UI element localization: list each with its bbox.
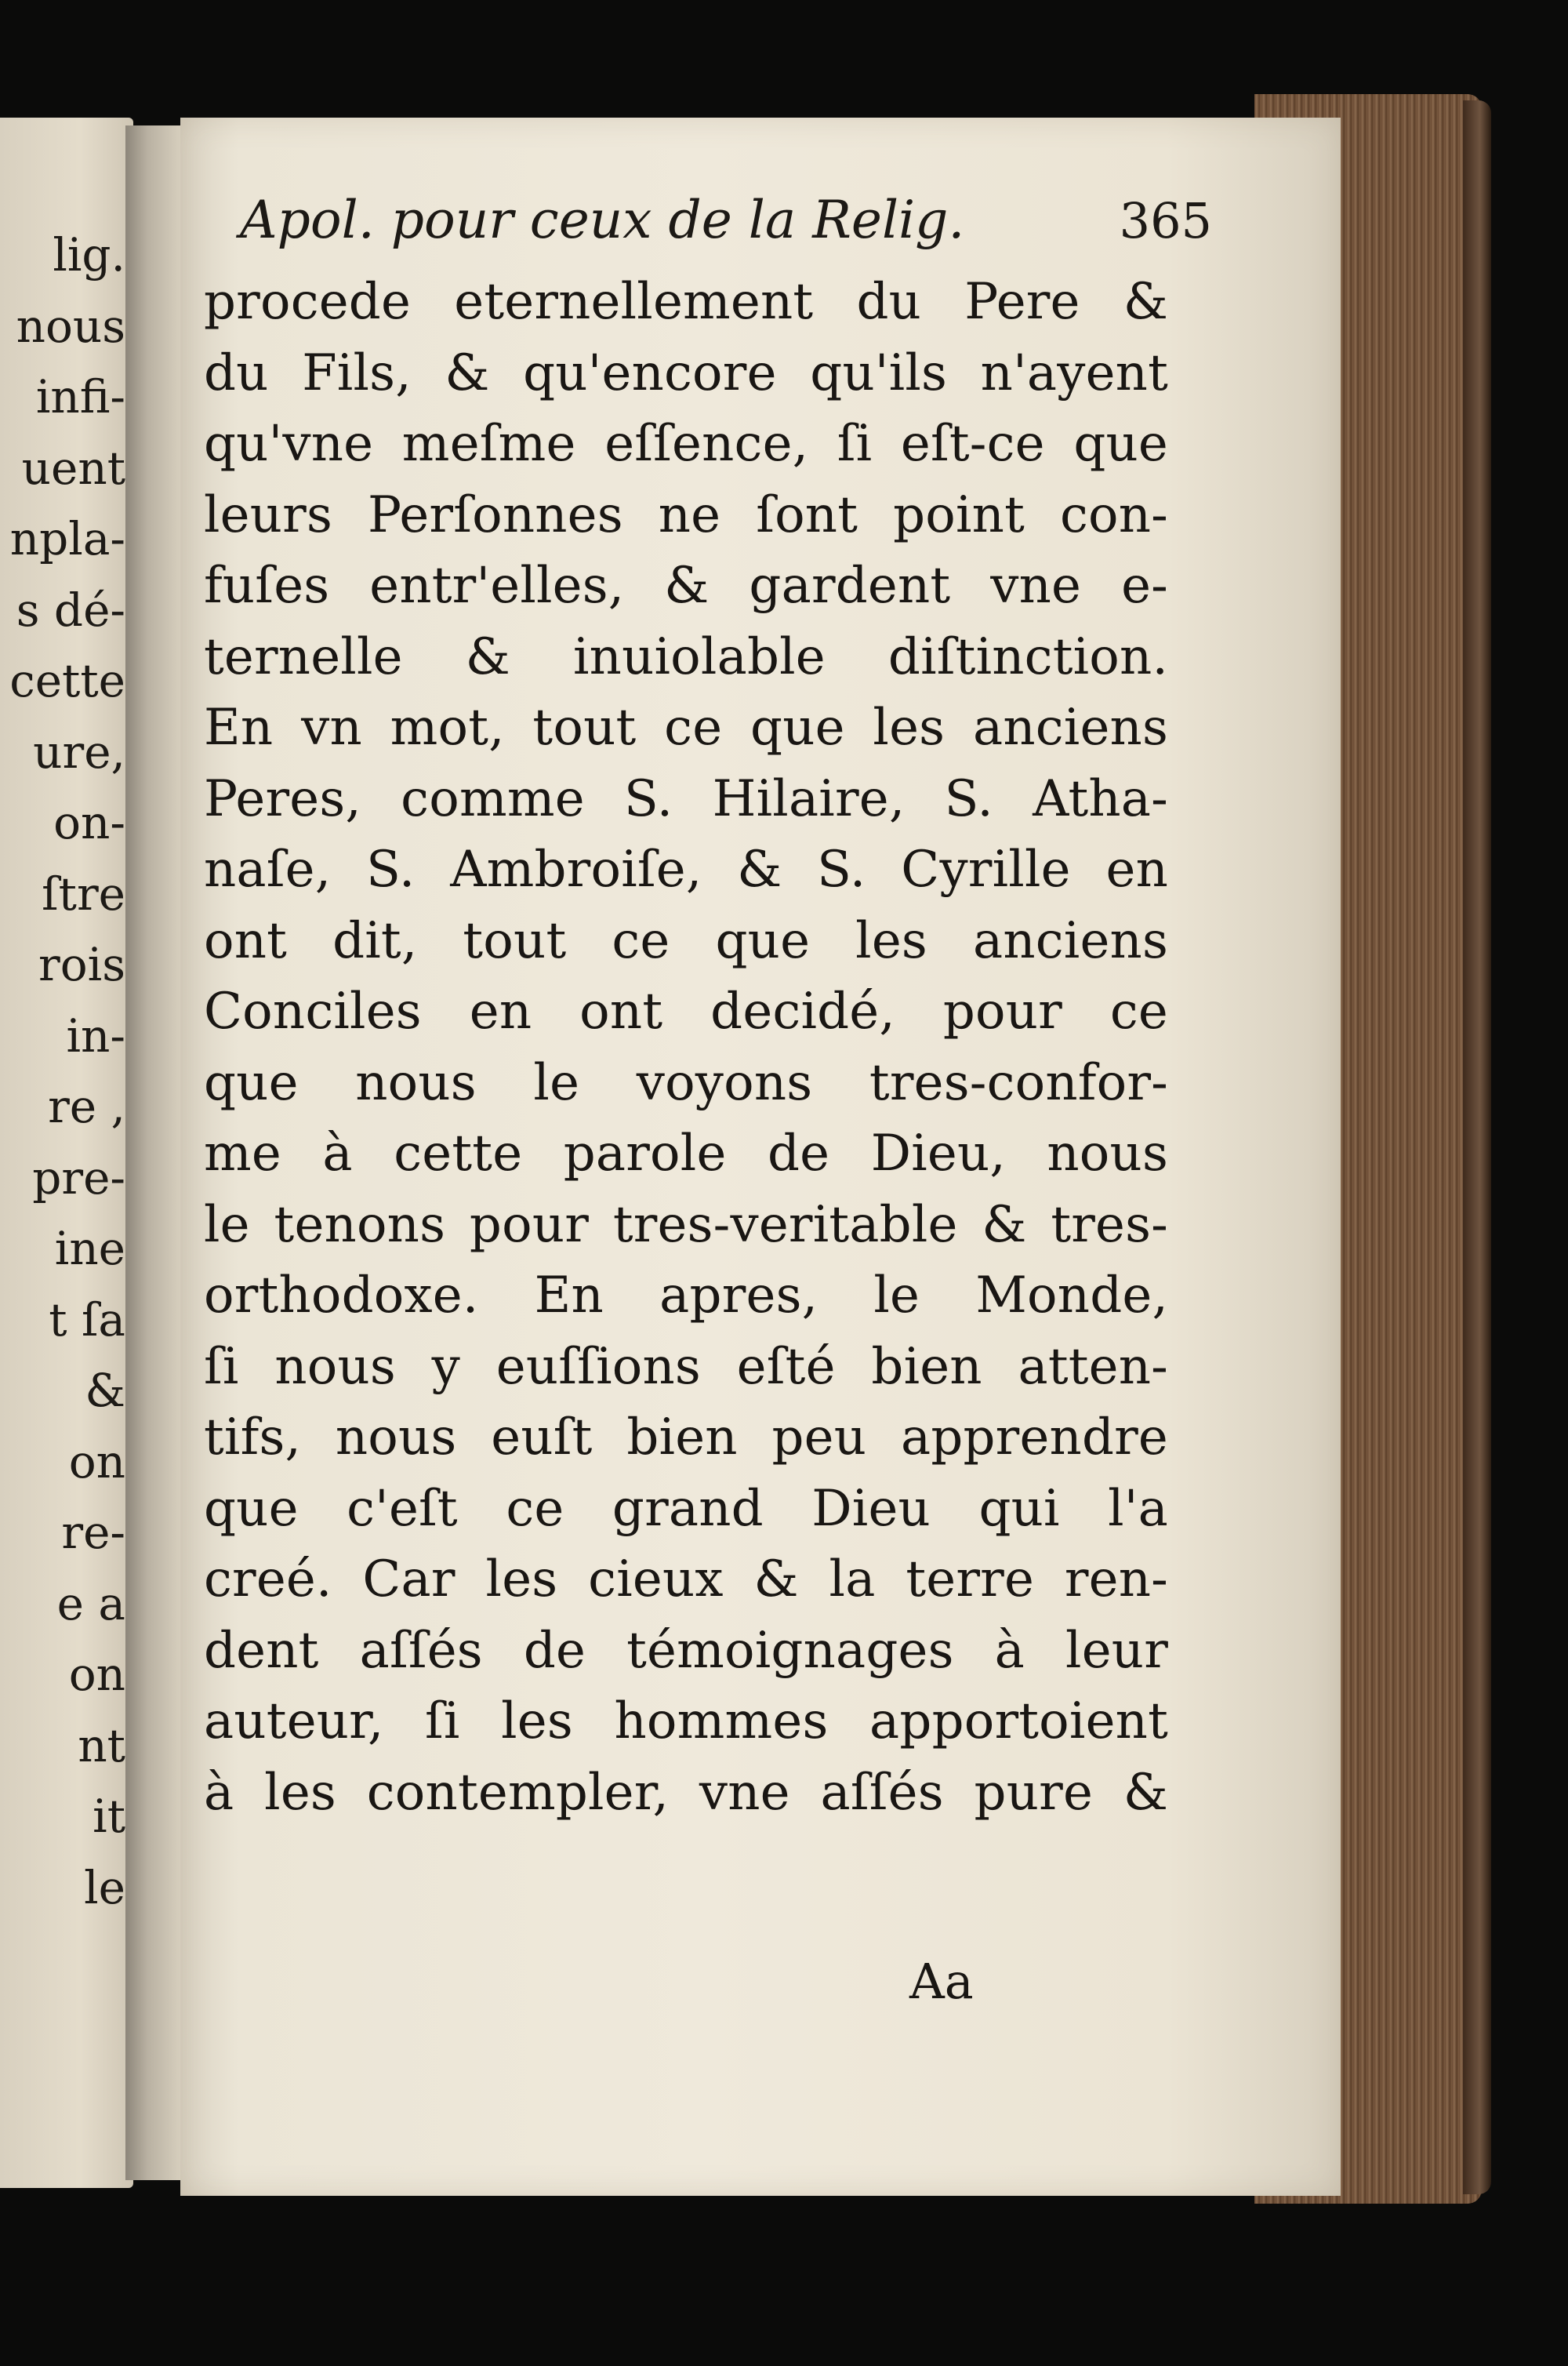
text-line: En vn mot, tout ce que les anciens [204,699,1168,757]
text-line: tifs, nous euſt bien peu apprendre [204,1408,1168,1466]
facing-page-fragment: ſtre [42,867,125,921]
facing-page-fragment: e a [56,1576,125,1630]
text-line: ont dit, tout ce que les anciens [204,911,1168,970]
facing-page-fragment: pre- [32,1150,125,1205]
text-line: leurs Perſonnes ne ſont point con- [204,485,1168,544]
facing-page-fragment: s dé- [16,583,125,637]
book-gutter [125,125,180,2180]
running-head [240,190,1212,260]
facing-page-fragment: re- [61,1506,125,1559]
text-line: creé. Car les cieux & la terre ren- [204,1550,1168,1608]
facing-page-fragment: ure, [33,725,125,779]
page-number: 365 [1119,192,1212,249]
facing-page-fragment: uent [21,441,125,495]
facing-page-line-fragments [5,220,130,1923]
facing-page-fragment: ine [54,1222,125,1275]
text-line: ſi nous y euſſions eſté bien atten- [204,1337,1168,1396]
facing-page-fragment: re , [48,1080,125,1133]
facing-page-fragment: rois [38,938,125,991]
text-line: que nous le voyons tres-confor- [204,1053,1168,1112]
facing-page-fragment: t ſa [49,1292,125,1347]
text-line: à les contempler, vne aſſés pure & [204,1763,1168,1822]
text-line: naſe, S. Ambroiſe, & S. Cyrille en [204,841,1168,899]
facing-page-fragment: le [84,1860,125,1914]
body-text [204,267,1168,1828]
text-line: ternelle & inuiolable diſtinction. [204,627,1168,686]
facing-page-fragment: in- [66,1009,125,1063]
facing-page-fragment: cette [9,654,125,707]
text-line: du Fils, & qu'encore qu'ils n'ayent [204,343,1168,402]
facing-page-fragment: infi- [35,370,125,423]
facing-page-fragment: npla- [9,512,125,565]
facing-page-fragment: on [68,1648,125,1701]
running-head-title: Apol. pour ceux de la Relig. [240,190,965,250]
facing-page-fragment: lig. [53,228,125,282]
text-line: qu'vne meſme eſſence, ſi eſt-ce que [204,415,1168,473]
signature-mark: Aa [909,1953,974,2010]
facing-page-fragment: nous [16,299,125,353]
text-line: dent aſſés de témoignages à leur [204,1621,1168,1680]
facing-page-left [0,118,133,2188]
facing-page-fragment: it [93,1790,125,1843]
text-line: procede eternellement du Pere & [204,273,1168,331]
text-line: que c'eſt ce grand Dieu qui l'a [204,1479,1168,1538]
text-line: auteur, ſi les hommes apportoient [204,1692,1168,1750]
text-line: Peres, comme S. Hilaire, S. Atha- [204,769,1168,828]
facing-page-fragment: & [85,1364,125,1417]
facing-page-fragment: nt [78,1718,125,1772]
book-page [180,118,1341,2196]
facing-page-fragment: on [68,1434,125,1488]
facing-page-fragment: on- [53,796,125,849]
text-line: fuſes entr'elles, & gardent vne e- [204,557,1168,615]
text-line: Conciles en ont decidé, pour ce [204,983,1168,1041]
text-line: me à cette parole de Dieu, nous [204,1125,1168,1183]
text-line: orthodoxe. En apres, le Monde, [204,1267,1168,1325]
text-line: le tenons pour tres-veritable & tres- [204,1195,1168,1254]
